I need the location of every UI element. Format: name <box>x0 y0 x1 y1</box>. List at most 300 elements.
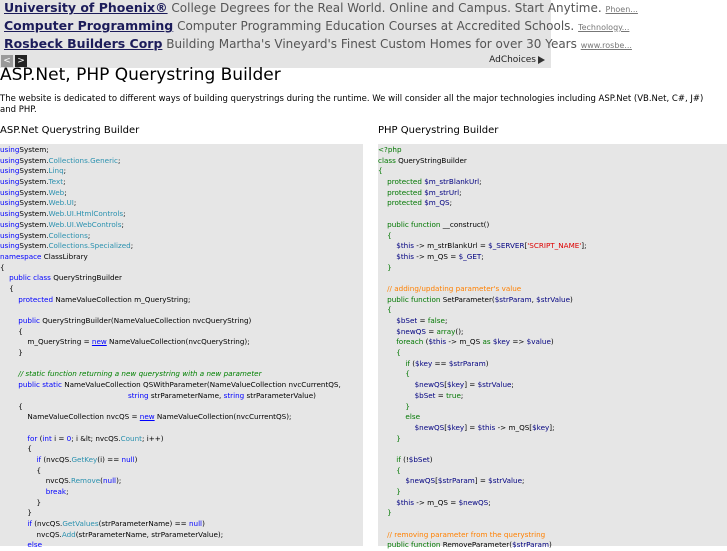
code-token <box>0 316 18 325</box>
php-code-block <box>378 144 727 550</box>
code-token: => <box>510 337 527 347</box>
code-token: <?php <box>378 145 402 154</box>
code-token: System. <box>19 219 49 229</box>
code-token: ; <box>121 219 124 229</box>
code-token <box>378 252 396 261</box>
code-token: NameValueCollection QSWithParameter(NameValueCollection nvcCurrentQS, <box>61 380 341 390</box>
code-token: Web.UI <box>48 198 74 208</box>
aspnet-code-line <box>0 348 363 359</box>
code-token: Linq <box>48 166 64 176</box>
code-token: $m_strBlankUrl <box>424 177 480 187</box>
code-token: ; <box>481 251 484 261</box>
php-code-line <box>378 198 727 209</box>
code-token: { <box>0 401 23 411</box>
code-token: ( <box>100 476 103 486</box>
code-token: Add <box>61 529 76 539</box>
code-token: public function <box>387 294 441 304</box>
page-title: ASP.Net, PHP Querystring Builder <box>0 65 281 85</box>
code-token: { <box>396 348 401 358</box>
code-token: NameValueCollection nvcQS = <box>0 412 140 422</box>
aspnet-section-title: ASP.Net Querystring Builder <box>0 125 140 136</box>
code-token: Web <box>48 187 65 197</box>
code-token: ]; <box>549 422 555 432</box>
code-token: } <box>387 508 392 518</box>
php-code-line <box>378 156 727 167</box>
code-token <box>378 327 396 336</box>
code-token: $bSet <box>414 390 436 400</box>
code-token: ( <box>37 433 43 443</box>
code-token: = <box>417 316 428 325</box>
code-token <box>0 369 18 378</box>
php-code-line <box>378 498 727 509</box>
code-token: ; <box>87 230 91 240</box>
code-token: { <box>0 465 42 475</box>
code-token: ; <box>64 187 67 197</box>
code-token: $strParam <box>437 476 475 486</box>
ad-url: www.rosbe... <box>580 41 632 50</box>
code-token: ; <box>117 155 121 165</box>
php-code-line <box>378 241 727 252</box>
php-code-line <box>378 295 727 306</box>
code-token <box>378 284 387 293</box>
code-token: $this <box>396 497 414 507</box>
code-token: ; <box>449 198 453 208</box>
code-token: ; <box>66 487 69 496</box>
code-token <box>0 434 27 443</box>
aspnet-code-line <box>0 316 363 327</box>
code-token: QueryStringBuilder <box>395 155 467 165</box>
code-token <box>378 487 396 496</box>
code-token: using <box>0 209 20 219</box>
php-code-line <box>378 519 727 530</box>
code-token <box>378 466 396 475</box>
code-token <box>378 412 405 421</box>
code-token: [ <box>444 422 448 432</box>
code-token: 0 <box>66 433 72 443</box>
code-token: array <box>436 326 456 336</box>
code-token: System. <box>19 187 49 197</box>
code-token: // adding/updating parameter's value <box>387 283 522 293</box>
code-token <box>378 402 405 411</box>
aspnet-code-line <box>0 295 363 306</box>
code-token <box>378 455 396 464</box>
php-code-line <box>378 391 727 402</box>
code-token: { <box>0 262 5 272</box>
code-token: RemoveParameter( <box>440 540 513 550</box>
code-token: ) <box>548 540 552 550</box>
code-token: ) <box>134 454 138 464</box>
code-token: protected <box>387 198 422 208</box>
code-token: $newQS <box>414 380 445 390</box>
php-code-line <box>378 455 727 466</box>
code-token: ) <box>570 294 573 304</box>
aspnet-code-line <box>0 231 363 242</box>
code-token: $strValue <box>477 380 512 390</box>
code-token <box>0 540 27 549</box>
aspnet-code-block <box>0 144 363 550</box>
code-token: using <box>0 145 20 154</box>
intro-text: The website is dedicated to different ways of building querystrings during the runtime. We will consider all the major technologies including ASP.Net (VB.Net, C#, J#) and PHP. <box>0 94 704 115</box>
code-token: public <box>18 316 40 325</box>
code-token: [ <box>444 380 448 390</box>
code-token: { <box>396 465 401 475</box>
code-token: for <box>27 433 38 443</box>
code-token: nvcQS. <box>0 529 62 539</box>
code-token: public <box>9 273 31 283</box>
code-token: string <box>223 390 245 400</box>
code-token: ; <box>511 380 514 390</box>
code-token: { <box>387 230 392 240</box>
php-code-line <box>378 166 727 177</box>
code-token: } <box>405 401 410 411</box>
php-code-line <box>378 402 727 413</box>
code-token: } <box>387 262 392 272</box>
code-token: namespace <box>0 251 42 261</box>
code-token: ) <box>202 519 205 529</box>
code-token: m_QueryString = <box>0 337 92 347</box>
code-token: using <box>0 177 20 187</box>
code-token: System. <box>19 155 49 165</box>
code-token: -> m_QS[ <box>495 422 533 432</box>
code-token: Collections.Generic <box>48 155 118 165</box>
aspnet-code-line <box>0 305 363 316</box>
code-token <box>378 540 387 549</box>
code-token: ; <box>63 177 66 187</box>
code-token <box>378 305 387 314</box>
aspnet-code-line <box>0 455 363 466</box>
code-token: class <box>378 155 396 165</box>
code-token <box>378 316 396 325</box>
code-token <box>0 295 18 304</box>
php-code-line <box>378 348 727 359</box>
code-token: ; <box>522 476 525 486</box>
ad-prev-button[interactable]: < <box>1 55 13 67</box>
ad-next-button[interactable]: > <box>15 55 27 67</box>
code-token: } <box>396 433 401 443</box>
code-token: (strParameterName, strParameterValue); <box>75 529 224 539</box>
code-token: $this <box>396 251 414 261</box>
code-token <box>378 423 415 432</box>
code-token: public function <box>387 219 441 229</box>
code-token <box>378 198 387 207</box>
code-token <box>0 380 18 389</box>
code-token <box>378 359 405 368</box>
aspnet-code-line <box>0 337 363 348</box>
code-token: NameValueCollection m_QueryString; <box>53 294 191 304</box>
code-token <box>378 241 396 250</box>
code-token: { <box>0 444 32 454</box>
code-token <box>0 487 46 496</box>
code-token: if <box>405 358 410 368</box>
php-code-line <box>378 231 727 242</box>
code-token: -> m_QS = <box>413 251 459 261</box>
code-token: QueryStringBuilder <box>50 273 122 283</box>
php-code-line <box>378 540 727 551</box>
code-token: (nvcQS. <box>41 454 72 464</box>
code-token: NameValueCollection(nvcQueryString); <box>106 337 250 347</box>
code-token: SetParameter( <box>440 294 495 304</box>
ad-title[interactable]: Rosbeck Builders Corp <box>4 36 163 51</box>
code-token <box>378 391 415 400</box>
code-token: = <box>435 390 447 400</box>
aspnet-code-line <box>0 273 363 284</box>
ad-url: Technology... <box>578 23 630 32</box>
code-token: } <box>0 348 23 358</box>
code-token: strParameterName, <box>148 390 224 400</box>
code-token: ] = <box>464 422 478 432</box>
php-code-line <box>378 316 727 327</box>
php-code-line <box>378 209 727 220</box>
code-token: ]; <box>581 241 587 251</box>
code-token: System. <box>19 177 49 187</box>
ad-description: Computer Programming Education Courses at Accredited Schools. <box>177 19 575 33</box>
code-token: ; <box>488 497 491 507</box>
code-token: if <box>396 454 401 464</box>
code-token: $m_QS <box>424 198 450 208</box>
code-token: using <box>0 219 20 229</box>
php-code-line <box>378 252 727 263</box>
aspnet-code-line <box>0 177 363 188</box>
php-code-line <box>378 263 727 274</box>
code-token: { <box>0 283 14 293</box>
code-token: using <box>0 241 20 251</box>
code-token: GetKey <box>71 454 98 464</box>
code-token: (nvcQS. <box>31 519 63 529</box>
code-token: public static <box>18 380 62 390</box>
code-token: $key <box>447 422 465 432</box>
code-token: ; <box>444 316 448 325</box>
code-token: -> m_QS = <box>413 497 459 507</box>
code-token: ; i++) <box>141 433 164 443</box>
code-token: $this <box>428 337 447 347</box>
code-token: $value <box>526 337 551 347</box>
code-token: public function <box>387 540 441 550</box>
code-token <box>378 263 387 272</box>
code-token: as <box>482 337 491 347</box>
code-token: foreach <box>396 337 424 347</box>
code-token: class <box>33 273 51 283</box>
code-token: Collections.Specialized <box>48 241 131 251</box>
code-token: using <box>0 230 20 240</box>
code-token <box>378 177 387 186</box>
code-token <box>378 476 405 485</box>
aspnet-code-line <box>0 476 363 487</box>
php-code-line <box>378 466 727 477</box>
code-token: using <box>0 155 20 165</box>
code-token: ; <box>460 390 464 400</box>
code-token: Web.UI.WebControls <box>48 219 122 229</box>
aspnet-code-line <box>0 198 363 209</box>
php-code-line <box>378 476 727 487</box>
aspnet-code-line <box>0 188 363 199</box>
aspnet-code-line <box>0 145 363 156</box>
code-token: ; <box>63 166 67 176</box>
code-token: if <box>36 454 42 464</box>
code-token: else <box>405 412 421 422</box>
code-token <box>378 380 415 389</box>
ad-title[interactable]: Computer Programming <box>4 18 174 33</box>
code-token <box>0 273 9 282</box>
code-token: } <box>0 508 32 518</box>
code-token <box>378 530 387 539</box>
code-token: GetValues <box>62 519 99 529</box>
code-token: true <box>446 390 461 400</box>
code-token: ; <box>459 187 462 197</box>
ad-item[interactable] <box>4 18 630 36</box>
code-token: ( <box>423 337 429 347</box>
code-token: $key <box>415 358 433 368</box>
code-token <box>378 220 387 229</box>
code-token: Text <box>48 177 64 187</box>
code-token: $m_strUrl <box>424 187 460 197</box>
adchoices-icon <box>538 56 545 64</box>
code-token: ] = <box>464 380 478 390</box>
code-token: protected <box>387 187 422 197</box>
code-token: Web.UI.HtmlControls <box>48 209 124 219</box>
code-token <box>378 434 396 443</box>
code-token: System; <box>19 145 49 154</box>
code-token: ClassLibrary <box>41 251 88 261</box>
aspnet-code-line <box>0 466 363 477</box>
aspnet-code-line <box>0 156 363 167</box>
ad-title[interactable]: University of Phoenix® <box>4 0 168 15</box>
code-token: Count <box>120 433 142 443</box>
php-code-line <box>378 369 727 380</box>
code-token: System. <box>19 241 49 251</box>
php-code-line <box>378 423 727 434</box>
aspnet-code-line <box>0 412 363 423</box>
code-token: $newQS <box>396 326 426 336</box>
code-token: 'SCRIPT_NAME' <box>527 241 582 251</box>
code-token: protected <box>18 294 54 304</box>
code-token: { <box>378 166 383 176</box>
code-token: i = <box>51 433 67 443</box>
code-token: [ <box>524 241 528 251</box>
code-token: == <box>432 358 449 368</box>
code-token <box>378 337 396 346</box>
php-code-line <box>378 380 727 391</box>
ad-url: Phoen... <box>605 5 638 14</box>
code-token: $newQS <box>458 497 489 507</box>
code-token: Collections <box>48 230 88 240</box>
code-token: { <box>405 369 410 379</box>
php-code-line <box>378 530 727 541</box>
code-token: $this <box>396 241 414 251</box>
php-code-line <box>378 145 727 156</box>
code-token: break <box>45 487 67 496</box>
code-token: using <box>0 166 20 176</box>
code-token <box>378 369 405 378</box>
code-token: System. <box>19 198 49 208</box>
code-token: ); <box>116 476 122 486</box>
code-token: protected <box>387 177 422 187</box>
code-token: $newQS <box>405 476 436 486</box>
code-token: ; <box>479 177 482 187</box>
code-token: ; <box>73 198 77 208</box>
adchoices-link[interactable] <box>489 55 545 65</box>
code-token: new <box>139 412 155 422</box>
aspnet-code-line <box>0 327 363 338</box>
code-token: $strParam <box>448 358 486 368</box>
ad-item[interactable] <box>4 0 638 18</box>
code-token: __construct() <box>440 219 490 229</box>
code-token <box>378 295 387 304</box>
code-token: NameValueCollection(nvcCurrentQS); <box>154 412 292 422</box>
code-token: ) <box>485 358 489 368</box>
code-token: nvcQS. <box>0 476 71 486</box>
aspnet-code-line <box>0 391 363 402</box>
code-token <box>0 455 37 464</box>
php-code-line <box>378 273 727 284</box>
code-token: $strValue <box>536 294 570 304</box>
ad-item[interactable] <box>4 36 632 54</box>
code-token: System. <box>19 166 49 176</box>
code-token: if <box>27 519 32 529</box>
code-token: , <box>531 294 537 304</box>
aspnet-code-line <box>0 284 363 295</box>
aspnet-code-line <box>0 530 363 541</box>
code-token: ] = <box>474 476 489 486</box>
code-token: -> m_strBlankUrl = <box>413 241 489 251</box>
code-token: System. <box>19 230 49 240</box>
code-token: ; <box>123 209 126 219</box>
code-token: (i) == <box>97 454 122 464</box>
php-code-line <box>378 412 727 423</box>
php-code-line <box>378 220 727 231</box>
aspnet-code-line <box>0 402 363 413</box>
code-token: $_GET <box>458 251 482 261</box>
code-token: ) <box>429 454 433 464</box>
code-token: (strParameterName) == <box>98 519 189 529</box>
aspnet-code-line <box>0 241 363 252</box>
code-token: else <box>27 540 43 550</box>
aspnet-code-line <box>0 263 363 274</box>
code-token: strParameterValue) <box>244 390 316 400</box>
aspnet-code-line <box>0 220 363 231</box>
code-token: } <box>0 497 42 507</box>
code-token: (! <box>400 454 409 464</box>
php-code-line <box>378 284 727 295</box>
php-code-line <box>378 434 727 445</box>
code-token: ; <box>130 241 134 251</box>
code-token: null <box>121 454 135 464</box>
code-token: string <box>127 390 149 400</box>
php-code-line <box>378 188 727 199</box>
code-token: $key <box>492 337 511 347</box>
code-token: $key <box>447 380 465 390</box>
code-token: } <box>396 487 401 496</box>
code-token <box>378 498 396 507</box>
code-token <box>378 188 387 197</box>
aspnet-code-line <box>0 434 363 445</box>
code-token: false <box>427 316 445 325</box>
php-code-line <box>378 359 727 370</box>
code-token: using <box>0 187 20 197</box>
ad-description: Building Martha's Vineyard's Finest Custom Homes for over 30 Years <box>166 37 577 51</box>
code-token: (); <box>455 326 464 336</box>
code-token: { <box>387 305 392 315</box>
code-token <box>0 391 128 400</box>
adchoices-label: AdChoices <box>489 55 536 65</box>
aspnet-code-line <box>0 498 363 509</box>
code-token: $bSet <box>396 316 418 325</box>
code-token: $bSet <box>408 454 430 464</box>
code-token: -> m_QS <box>446 337 483 347</box>
code-token <box>378 348 396 357</box>
code-token: null <box>102 476 117 486</box>
aspnet-code-line <box>0 423 363 434</box>
aspnet-code-line <box>0 380 363 391</box>
